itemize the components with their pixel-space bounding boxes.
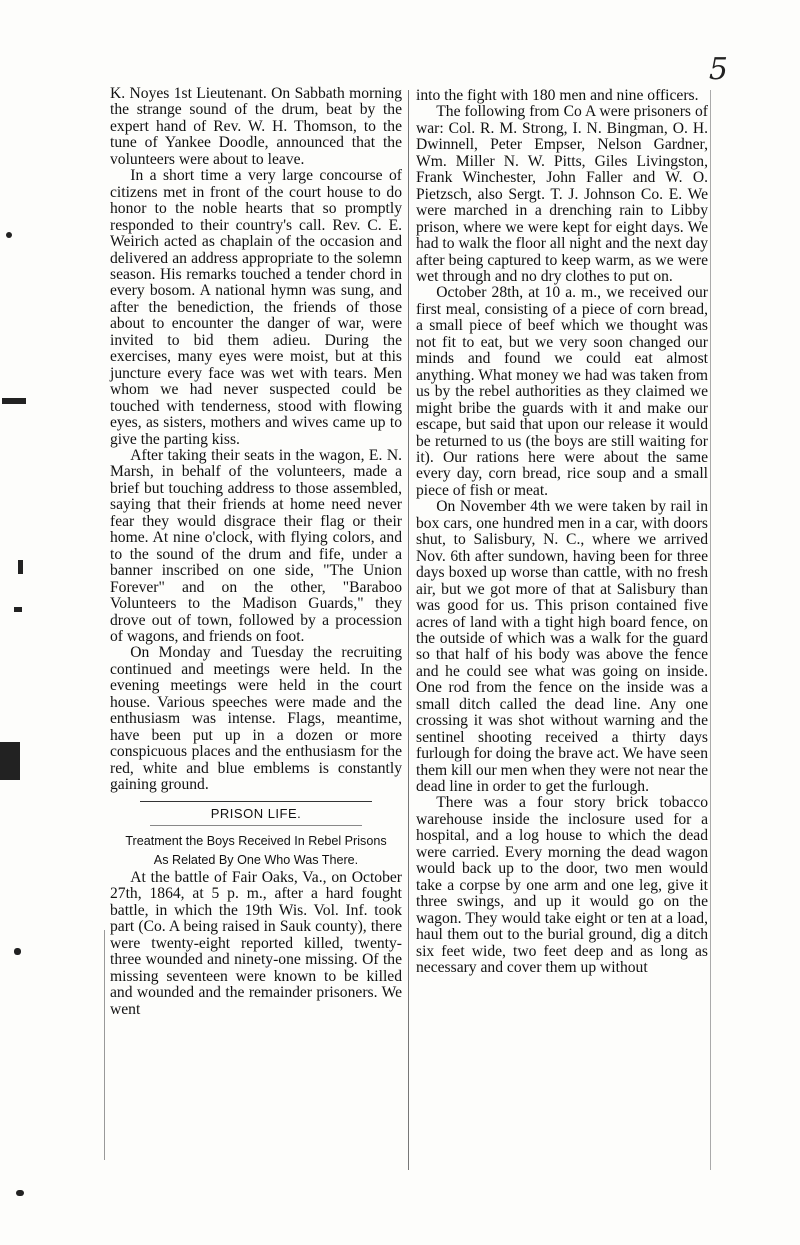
article-paragraph: In a short time a very large concourse of citizens met in front of the court house to do honor to the noble hearts that so promptly responded to their country's call. Rev. C. E. Weirich acted as chaplain of the occasion and delivered an address appropriate to the solemn season. His remarks touched a tender chord in every bosom. A national hymn was sung, and after the benediction, the friends of those about to encounter the danger of war, were invited to bid them adieu. During the exercises, many eyes were moist, but at this juncture every face was wet with tears. Men whom we had never suspected could be touched with tenderness, stood with flowing eyes, as sisters, mothers and wives came up to give the parting kiss. bbox=[110, 167, 402, 448]
article-paragraph: On November 4th we were taken by rail in box cars, one hundred men in a car, with doors shut, to Salisbury, N. C., where we arrived Nov. 6th after sundown, having been for three days boxed up worse than cattle, with no fresh air, but we got more of that at Salisbury than was good for us. This prison contained five acres of land with a tight high board fence, on the outside of which was a walk for the guard so that half of his body was above the fence and he could see what was going on inside. One rod from the fence on the inside was a small ditch called the dead line. Any one crossing it was shot without warning and the sentinel shooting received a thirty days furlough for doing the brave act. We have seen them kill our men when they were not near the dead line in order to get the furlough. bbox=[416, 498, 708, 796]
page-number: 5 bbox=[708, 52, 728, 87]
section-subheading-1: Treatment the Boys Received In Rebel Prisons bbox=[125, 833, 387, 848]
left-column bbox=[110, 86, 402, 1018]
margin-mark-1 bbox=[6, 232, 12, 238]
article-paragraph: At the battle of Fair Oaks, Va., on October 27th, 1864, at 5 p. m., after a hard fought battle, in which the 19th Wis. Vol. Inf. took part (Co. A being raised in Sauk county), there were twenty-eight reported killed, twenty-three wounded and ninety-one missing. Of the missing seventeen were known to be killed and wounded and the remainder prisoners. We went bbox=[110, 868, 402, 1018]
article-paragraph: The following from Co A were prisoners of war: Col. R. M. Strong, I. N. Bingman, O. H. Dwinnell, Peter Empser, Nelson Gardner, Wm. Miller N. W. Pitts, Giles Livingston, Frank Winchester, John Faller and W. O. Pietzsch, also Sergt. T. J. Johnson Co. E. We were marched in a drenching rain to Libby prison, where we were kept for eight days. We had to walk the floor all night and the next day after being captured to keep warm, as we were wet through and no dry clothes to put on. bbox=[416, 103, 708, 285]
margin-mark-2 bbox=[2, 398, 26, 404]
article-paragraph: October 28th, at 10 a. m., we received our first meal, consisting of a piece of corn bread, a small piece of beef which we thought was not fit to eat, but we very soon changed our minds and found we could eat almost anything. What money we had was taken from us by the rebel authorities as they claimed we might bribe the guards with it and make our escape, but said that upon our release it would be returned to us (the boys are still waiting for it). Our rations here were about the same every day, corn bread, rice soup and a small piece of fish or meat. bbox=[416, 284, 708, 499]
right-column bbox=[416, 88, 708, 976]
article-paragraph: into the fight with 180 men and nine officers. bbox=[416, 87, 699, 104]
column-divider bbox=[408, 90, 409, 1170]
article-paragraph: On Monday and Tuesday the recruiting continued and meetings were held. In the evening meetings were held in the court house. Various speeches were made and the enthusiasm was intense. Flags, meantime, have been put up in a dozen or more conspicuous places and the enthusiasm for the red, white and blue emblems is constantly gaining ground. bbox=[110, 644, 402, 794]
margin-mark-3 bbox=[18, 560, 23, 574]
left-edge-rule bbox=[104, 930, 105, 1160]
section-subheading-2: As Related By One Who Was There. bbox=[153, 852, 359, 867]
article-paragraph: K. Noyes 1st Lieutenant. On Sabbath morning the strange sound of the drum, beat by the expert hand of Rev. W. H. Thomson, to the tune of Yankee Doodle, announced that the volunteers were about to leave. bbox=[110, 85, 402, 168]
section-heading: PRISON LIFE. bbox=[210, 806, 302, 822]
heading-divider bbox=[150, 825, 362, 826]
section-divider bbox=[140, 801, 372, 802]
margin-mark-6 bbox=[14, 948, 21, 955]
article-paragraph: After taking their seats in the wagon, E. N. Marsh, in behalf of the volunteers, made a brief but touching address to those assembled, saying that their friends at home need never fear they would disgrace their flag or their home. At nine o'clock, with flying colors, and to the sound of the drum and fife, under a banner inscribed on one side, "The Union Forever" and on the other, "Baraboo Volunteers to the Madison Guards," they drove out of town, followed by a procession of wagons, and friends on foot. bbox=[110, 446, 402, 645]
margin-mark-7 bbox=[16, 1190, 24, 1196]
right-edge-rule bbox=[710, 90, 711, 1170]
margin-mark-5 bbox=[0, 742, 20, 780]
article-paragraph: There was a four story brick tobacco warehouse inside the inclosure used for a hospital, and a log house to which the dead were carried. Every morning the dead wagon would back up to the door, two men would take a corpse by one arm and one leg, give it three swings, and up it would go on the wagon. They would take eight or ten at a load, haul them out to the burial ground, dig a ditch six feet wide, two feet deep and as long as necessary and cover them up without bbox=[416, 794, 708, 977]
margin-mark-4 bbox=[14, 607, 22, 612]
